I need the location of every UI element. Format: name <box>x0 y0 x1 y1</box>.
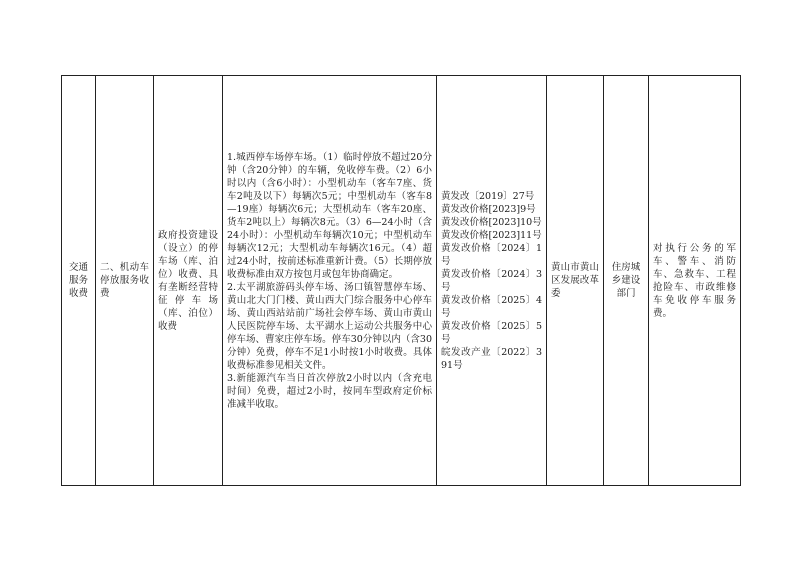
policy-documents-cell <box>437 76 547 486</box>
policy-document: 皖发改产业〔2022〕391号 <box>441 346 542 371</box>
exemption-cell: 对执行公务的军车、警车、消防车、急救车、工程抢险车、市政维修车免收停车服务费。 <box>649 76 741 486</box>
fee-category-cell: 交通服务收费 <box>62 76 96 486</box>
standard-paragraph-3: 3.新能源汽车当日首次停放2小时以内（含充电时间）免费，超过2小时，按同车型政府定价标准减半收取。 <box>227 372 432 410</box>
policy-document: 黄发改价格[2023]11号 <box>441 229 542 241</box>
charge-subject-cell: 政府投资建设（设立）的停车场（库、泊位）收费、具有垄断经营特征停车场（库、泊位）收费 <box>154 76 223 486</box>
policy-document: 黄发改价格〔2025〕4号 <box>441 294 542 319</box>
policy-document: 黄发改价格[2023]9号 <box>441 203 536 215</box>
policy-document: 黄发改价格〔2024〕3号 <box>441 268 542 293</box>
charge-standard-cell <box>223 76 437 486</box>
fee-item-cell: 二、机动车停放服务收费 <box>96 76 154 486</box>
pricing-department-cell: 黄山市黄山区发展改革委 <box>547 76 604 486</box>
supervising-department-cell: 住房城乡建设部门 <box>604 76 649 486</box>
standard-paragraph-2: 2.太平湖旅游码头停车场、汤口镇智慧停车场、黄山北大门门楼、黄山西大门综合服务中心停车场、黄山西站站前广场社会停车场、黄山市黄山人民医院停车场、太平湖水上运动公共服务中心停车场、曹家庄停车场。停车30分钟以内（含30分钟）免费，停车不足1小时按1小时收费。具体收费标准参见相关文件。 <box>227 281 432 371</box>
fee-table <box>61 75 741 486</box>
policy-document: 黄发改价格〔2024〕1号 <box>441 242 542 267</box>
standard-paragraph-1: 1.城西停车场停车场。（1）临时停放不超过20分钟（含20分钟）的车辆，免收停车费。（2）6小时以内（含6小时）：小型机动车（客车7座、货车2吨及以下）每辆次5元；中型机动车（客车8—19座）每辆次6元；大型机动车（客车20座、货车2吨以上）每辆次8元。（3）6—24小时（含24小时）：小型机动车每辆次10元；中型机动车每辆次12元；大型机动车每辆次16元。（4）超过24小时，按前述标准重新计费。（5）长期停放收费标准由双方按包月或包年协商确定。 <box>227 151 432 280</box>
policy-document: 黄发改〔2019〕27号 <box>441 190 535 202</box>
policy-document: 黄发改价格[2023]10号 <box>441 216 542 228</box>
policy-document: 黄发改价格〔2025〕5号 <box>441 320 542 345</box>
table-row <box>62 76 741 486</box>
